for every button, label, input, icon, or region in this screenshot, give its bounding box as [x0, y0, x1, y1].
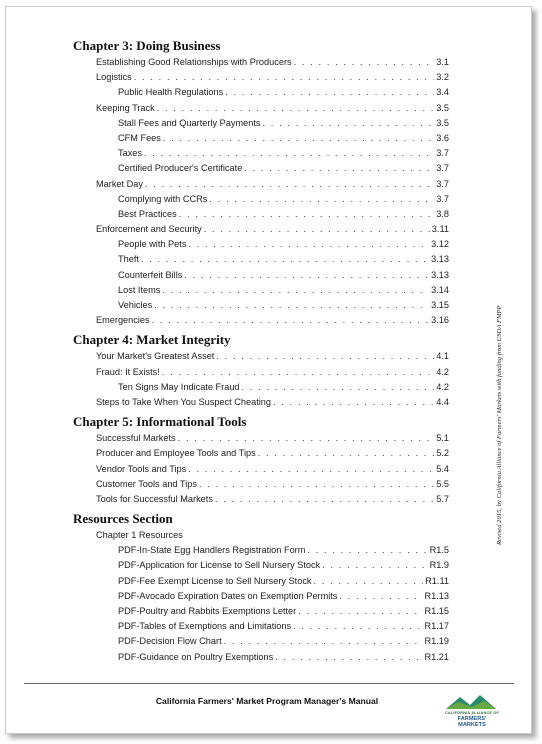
toc-entry	[73, 574, 449, 589]
toc-entry-label: Steps to Take When You Suspect Cheating	[96, 396, 272, 407]
toc-entry	[73, 589, 449, 604]
toc-entry	[73, 268, 449, 283]
dot-leader	[163, 131, 434, 146]
toc-entry	[73, 446, 449, 461]
dot-leader	[216, 349, 434, 364]
dot-leader	[178, 431, 435, 446]
logo-line2: FARMERS' MARKETS	[457, 716, 487, 728]
toc-entry-label: PDF-Guidance on Poultry Exemptions	[118, 651, 274, 662]
dot-leader	[188, 237, 429, 252]
chapter-heading: Chapter 3: Doing Business	[73, 38, 221, 53]
toc-entry-label: Your Market's Greatest Asset	[96, 351, 215, 362]
toc-page-number: 3.7	[436, 148, 449, 159]
dot-leader	[154, 298, 429, 313]
toc-entry-label: Counterfeit Bills	[118, 269, 183, 280]
toc-entry	[73, 543, 449, 558]
toc-entry	[73, 237, 449, 252]
dot-leader	[162, 283, 429, 298]
dot-leader	[273, 395, 434, 410]
toc-page-number: 3.7	[436, 178, 449, 189]
dot-leader	[209, 192, 434, 207]
dot-leader	[298, 604, 422, 619]
toc-entry-label: Customer Tools and Tips	[96, 478, 197, 489]
toc-page-number: 3.6	[436, 132, 449, 143]
toc-page-number: 5.2	[436, 448, 449, 459]
toc-entry	[73, 492, 449, 507]
dot-leader	[339, 589, 422, 604]
toc-entry	[73, 252, 449, 267]
toc-page-number: R1.15	[424, 606, 449, 616]
toc-page-number: 3.1	[436, 57, 449, 67]
dot-leader	[179, 207, 435, 222]
dot-leader	[258, 446, 435, 461]
toc-page-number: R1.17	[424, 621, 449, 632]
toc-page-number: 3.16	[431, 315, 449, 326]
toc-page-number: 3.7	[436, 193, 449, 204]
dot-leader	[322, 558, 427, 573]
toc-entry-label: Ten Signs May Indicate Fraud	[118, 381, 240, 392]
toc-entry	[73, 131, 449, 146]
toc-page-number: 4.2	[436, 381, 449, 392]
toc-entry	[73, 222, 449, 237]
toc-entry-label: Market Day	[96, 178, 143, 189]
toc-page-number: R1.21	[424, 651, 449, 662]
toc-entry-label: Taxes	[118, 148, 142, 159]
toc-page-number: 3.2	[436, 72, 449, 83]
toc-entry	[73, 146, 449, 161]
dot-leader	[204, 222, 430, 237]
toc-page-number: 3.15	[431, 300, 449, 310]
footer-manual-title: California Farmers' Market Program Manager's Manual	[155, 696, 379, 706]
toc-page-number: R1.11	[425, 575, 449, 586]
toc-entry-label: Complying with CCRs	[118, 193, 208, 204]
dot-leader	[141, 252, 429, 267]
dot-leader	[225, 85, 434, 100]
toc-entry	[73, 349, 449, 364]
toc-entry-label: PDF-Poultry and Rabbits Exemptions Letter	[118, 606, 297, 616]
toc-entry-label: PDF-In-State Egg Handlers Registration Form	[118, 545, 306, 556]
toc-entry	[73, 192, 449, 207]
toc-entry-label: Lost Items	[118, 284, 161, 295]
toc-page-number: R1.13	[424, 590, 449, 601]
toc-page-number: 3.5	[436, 117, 449, 128]
toc-entry	[73, 395, 449, 410]
toc-entry-label: Tools for Successful Markets	[96, 493, 213, 504]
toc-entry	[73, 313, 449, 328]
dot-leader	[262, 116, 434, 131]
toc-entry-label: CFM Fees	[118, 132, 161, 143]
toc-page-number: 4.2	[436, 366, 449, 377]
toc-entry	[73, 528, 449, 543]
toc-entry-label: PDF-Tables of Exemptions and Limitations	[118, 621, 292, 632]
toc-entry-label: Emergencies	[96, 315, 150, 326]
toc-entry-label: Vendor Tools and Tips	[96, 463, 187, 474]
dot-leader	[134, 70, 434, 85]
toc-page-number: R1.9	[429, 560, 449, 571]
toc-page-number: 3.11	[431, 224, 449, 235]
toc-page-number: 3.12	[431, 239, 449, 250]
toc-entry	[73, 298, 449, 313]
dot-leader	[224, 634, 423, 649]
dot-leader	[188, 462, 434, 477]
toc-entry-label: Chapter 1 Resources	[96, 530, 183, 541]
toc-entry-label: Stall Fees and Quarterly Payments	[118, 117, 261, 128]
toc-entry-label: People with Pets	[118, 239, 187, 250]
toc-page-number: 3.8	[436, 208, 449, 219]
toc-entry	[73, 634, 449, 649]
toc-entry	[73, 604, 449, 619]
toc-entry	[73, 55, 449, 70]
dot-leader	[184, 268, 429, 283]
toc-entry-label: Enforcement and Security	[96, 224, 202, 235]
toc-entry	[73, 161, 449, 176]
toc-entry-label: PDF-Decision Flow Chart	[118, 636, 222, 647]
toc-page-number: 3.13	[431, 269, 449, 280]
toc-page-number: R1.19	[424, 636, 449, 647]
toc-entry-label: Vehicles	[118, 300, 153, 310]
toc-entry	[73, 177, 449, 192]
dot-leader	[199, 477, 434, 492]
footer-divider	[24, 683, 514, 684]
toc-entry-label: PDF-Fee Exempt License to Sell Nursery Stock	[118, 575, 312, 586]
dot-leader	[275, 650, 422, 665]
toc-entry	[73, 283, 449, 298]
toc-entry-label: Keeping Track	[96, 102, 155, 113]
toc-page-number: 3.14	[431, 284, 449, 295]
toc-page-number: 5.7	[436, 493, 449, 504]
toc-entry-label: PDF-Avocado Expiration Dates on Exemption Permits	[118, 590, 338, 601]
toc-entry	[73, 462, 449, 477]
revision-note: Revised 2015, by California Alliance of Farmers' Markets with funding from USDA FMPP	[496, 305, 503, 545]
toc-entry-label: Logistics	[96, 72, 132, 83]
toc-page-number: 5.5	[436, 478, 449, 489]
toc-entry-label: Successful Markets	[96, 433, 176, 444]
toc-entry	[73, 85, 449, 100]
toc-entry	[73, 101, 449, 116]
toc-page-number: 4.1	[436, 351, 449, 362]
toc-entry-label: Fraud: It Exists!	[96, 366, 160, 377]
toc-page-number: 4.4	[436, 396, 449, 407]
dot-leader	[144, 146, 434, 161]
toc-page-number: 3.7	[436, 163, 449, 174]
table-of-contents	[73, 37, 449, 665]
toc-entry-label: Best Practices	[118, 208, 177, 219]
dot-leader	[215, 492, 434, 507]
document-page	[5, 6, 532, 734]
toc-entry-label: PDF-Application for License to Sell Nursery Stock	[118, 560, 321, 571]
toc-page-number: 3.13	[431, 254, 449, 265]
toc-entry-label: Producer and Employee Tools and Tips	[96, 448, 256, 459]
dot-leader	[157, 101, 434, 116]
dot-leader	[152, 313, 429, 328]
toc-page-number: R1.5	[429, 545, 449, 556]
toc-entry	[73, 477, 449, 492]
dot-leader	[244, 161, 434, 176]
chapter-heading: Resources Section	[73, 511, 173, 527]
dot-leader	[294, 55, 435, 70]
dot-leader	[314, 574, 424, 589]
chapter-heading: Chapter 4: Market Integrity	[73, 332, 231, 348]
toc-entry	[73, 380, 449, 395]
dot-leader	[145, 177, 434, 192]
toc-entry-label: Public Health Regulations	[118, 87, 224, 98]
toc-page-number: 3.4	[436, 87, 449, 98]
dot-leader	[162, 365, 434, 380]
toc-entry	[73, 207, 449, 222]
toc-entry-label: Certified Producer's Certificate	[118, 163, 243, 174]
logo-line1: CALIFORNIA ALLIANCE OF	[444, 711, 500, 715]
toc-entry	[73, 650, 449, 665]
dot-leader	[293, 619, 422, 634]
toc-page-number: 3.5	[436, 102, 449, 113]
dot-leader	[307, 543, 427, 558]
toc-page-number: 5.1	[436, 433, 449, 444]
toc-entry	[73, 365, 449, 380]
dot-leader	[242, 380, 435, 395]
toc-entry	[73, 116, 449, 131]
toc-entry	[73, 558, 449, 573]
chapter-heading: Chapter 5: Informational Tools	[73, 414, 247, 430]
toc-entry-label: Establishing Good Relationships with Producers	[96, 57, 292, 67]
toc-entry	[73, 70, 449, 85]
toc-entry-label: Theft	[118, 254, 139, 265]
toc-entry	[73, 619, 449, 634]
toc-entry	[73, 431, 449, 446]
toc-page-number: 5.4	[436, 463, 449, 474]
